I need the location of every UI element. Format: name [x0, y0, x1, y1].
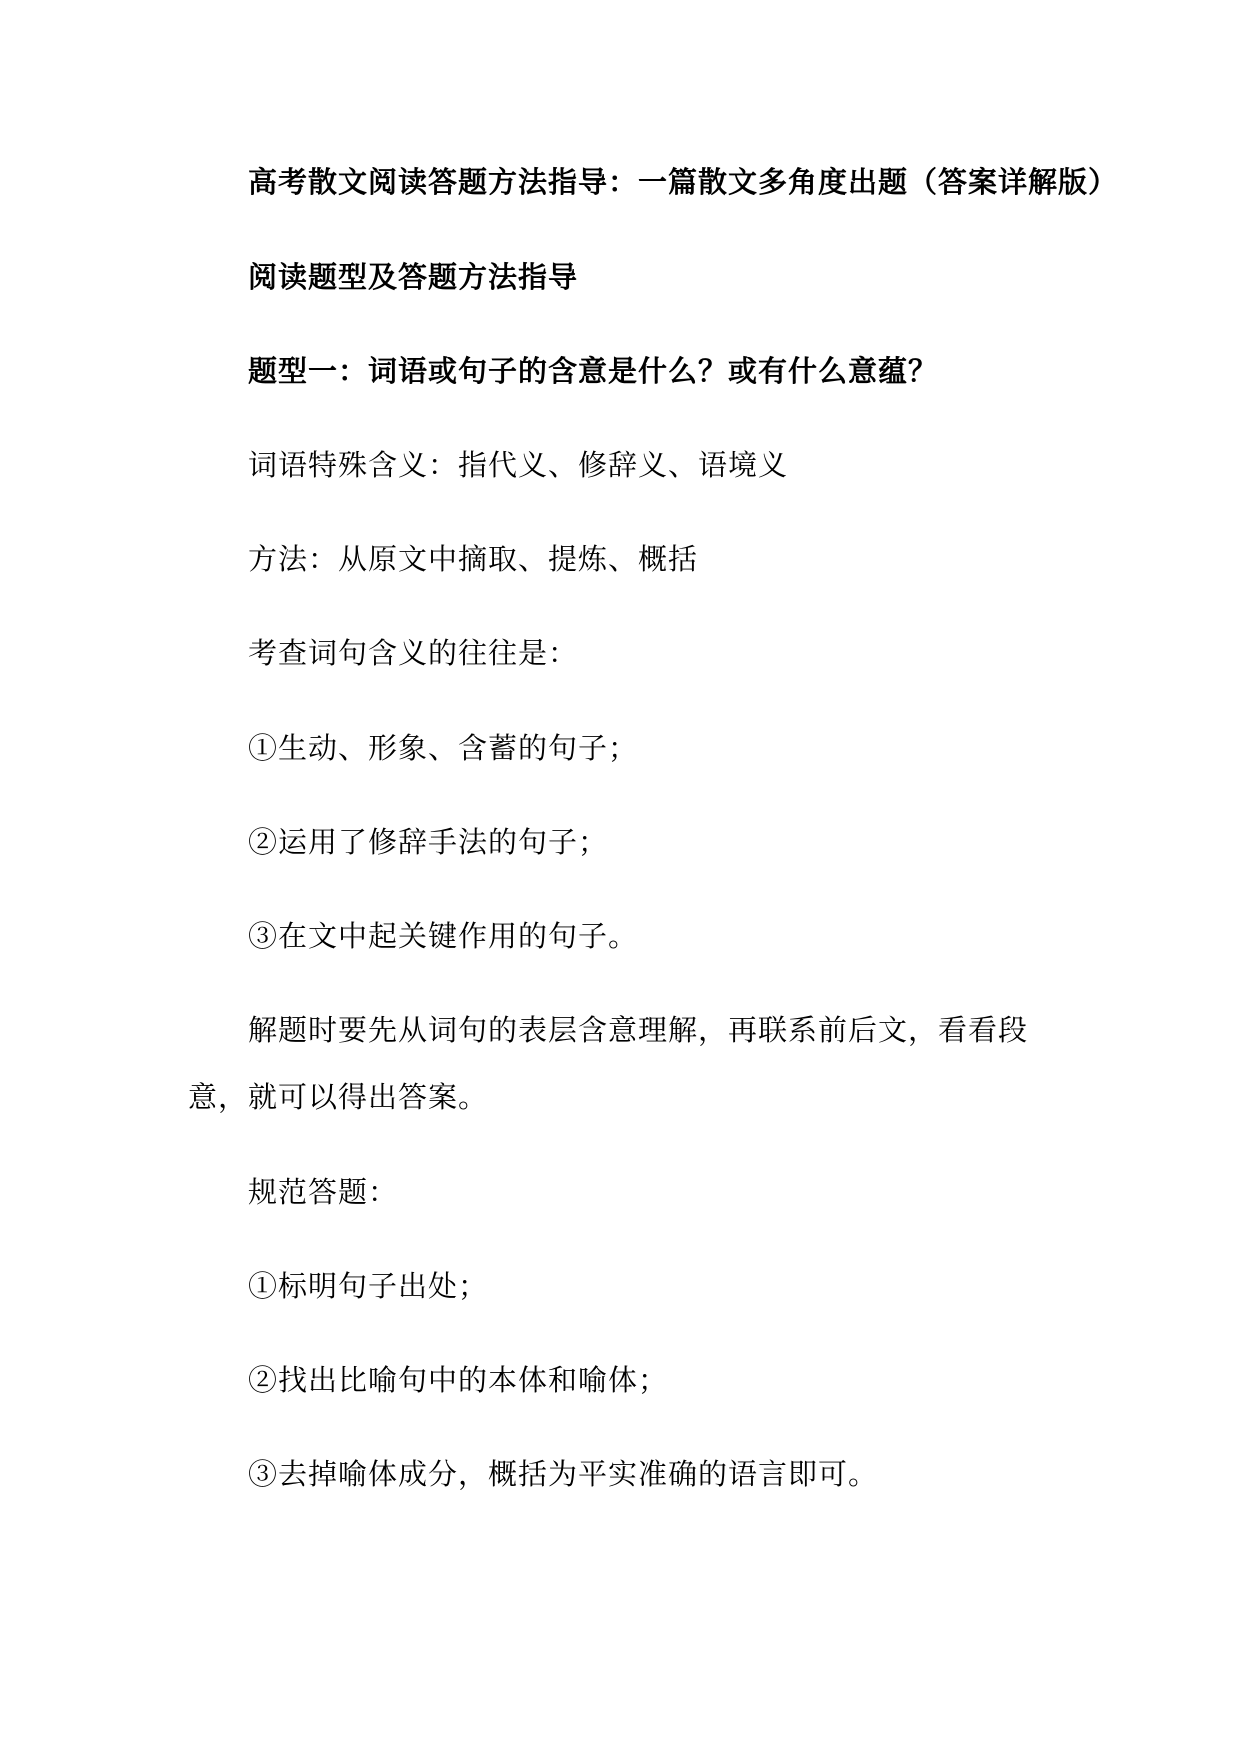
section-heading: 阅读题型及答题方法指导 [248, 260, 579, 294]
paragraph-examined: 考查词句含义的往往是： [248, 636, 579, 670]
list-item-key-role: ③在文中起关键作用的句子。 [248, 919, 639, 953]
question-type-heading: 题型一：词语或句子的含意是什么？或有什么意蕴？ [248, 354, 939, 388]
paragraph-word-meaning: 词语特殊含义：指代义、修辞义、语境义 [248, 448, 789, 482]
list-item-vivid: ①生动、形象、含蓄的句子； [248, 731, 639, 765]
list-item-rhetoric: ②运用了修辞手法的句子； [248, 825, 609, 859]
document-title: 高考散文阅读答题方法指导：一篇散文多角度出题（答案详解版） [248, 165, 1119, 199]
list-item-summarize: ③去掉喻体成分，概括为平实准确的语言即可。 [248, 1457, 879, 1491]
paragraph-method: 方法：从原文中摘取、提炼、概括 [248, 542, 699, 576]
paragraph-solving-line2: 意，就可以得出答案。 [188, 1080, 489, 1114]
paragraph-solving-line1: 解题时要先从词句的表层含意理解，再联系前后文，看看段 [248, 1013, 1029, 1047]
list-item-source: ①标明句子出处； [248, 1269, 489, 1303]
list-item-metaphor: ②找出比喻句中的本体和喻体； [248, 1363, 669, 1397]
paragraph-standard-answer: 规范答题： [248, 1175, 399, 1209]
